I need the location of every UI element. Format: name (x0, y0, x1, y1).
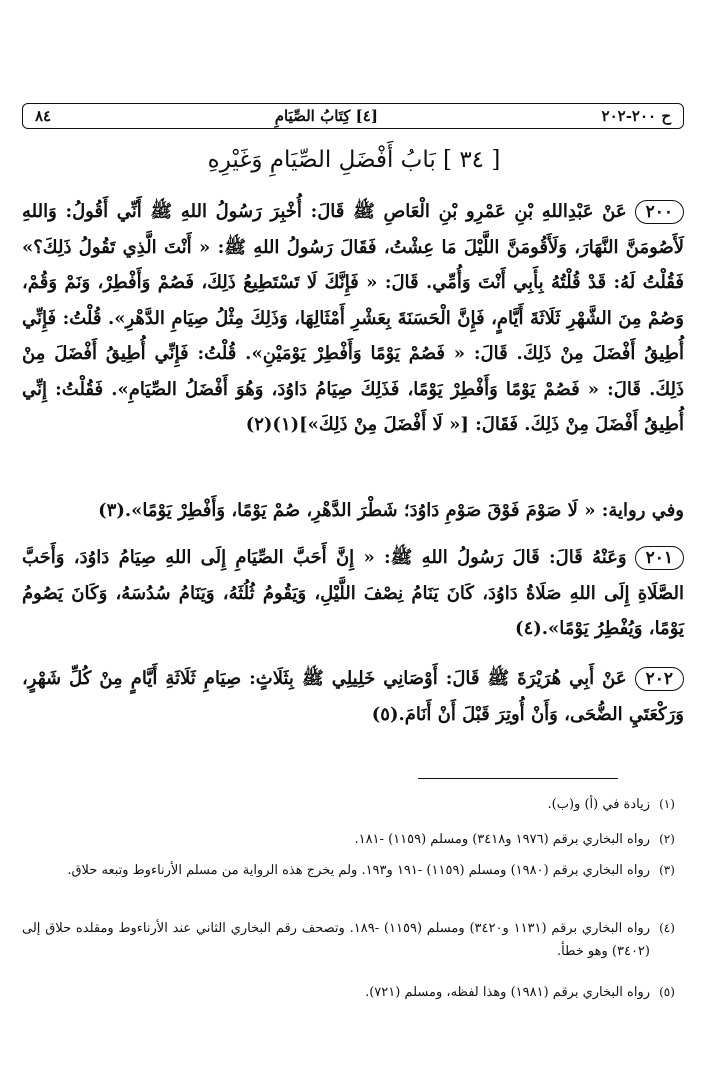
footnote-number: (٢) (659, 832, 675, 846)
footnote (22, 917, 684, 963)
footnote-text: رواه البخاري برقم (١٩٨١) وهذا لفظه، ومسلم (٧٢١). (365, 985, 650, 1000)
footnote-number: (٣) (659, 863, 675, 877)
hadith-text: وَعَنْهُ قَالَ: قَالَ رَسُولُ اللهِ ﷺ: « إِنَّ أَحَبَّ الصِّيَامِ إِلَى اللهِ صِيَامُ دَاوُدَ، وَأَحَبَّ الصَّلَاةِ إِلَى اللهِ صَلَاةُ دَاوُدَ، كَانَ يَنَامُ نِصْفَ اللَّيْلِ، وَيَقُومُ ثُلُثَهُ، وَيَنَامُ سُدُسَهُ، وَكَانَ يَصُومُ يَوْمًا، وَيُفْطِرُ يَوْمًا».(٤) (22, 547, 684, 639)
page-number: ٨٤ (35, 107, 52, 125)
footnote (22, 981, 684, 1004)
footnote (22, 828, 684, 851)
footnote-number: (٤) (659, 921, 675, 935)
hadith-text: عَنْ أَبِي هُرَيْرَةَ ﷺ قَالَ: أَوْصَانِي خَلِيلِي ﷺ بِثَلَاثٍ: صِيَامِ ثَلَاثَةِ أَيَّامٍ مِنْ كُلِّ شَهْرٍ، وَرَكْعَتَيِ الضُّحَى، وَأَنْ أُوتِرَ قَبْلَ أَنْ أَنَامَ.(٥) (22, 668, 684, 725)
hadith-text: عَنْ عَبْدِاللهِ بْنِ عَمْرِو بْنِ الْعَاصِ ﷺ قَالَ: أُخْبِرَ رَسُولُ اللهِ ﷺ أَنِّي أَقُولُ: وَاللهِ لَأَصُومَنَّ النَّهَارَ، وَلَأَقُومَنَّ اللَّيْلَ مَا عِشْتُ، فَقَالَ رَسُولُ اللهِ ﷺ: « أَنْتَ الَّذِي تَقُولُ ذَلِكَ؟» فَقُلْتُ لَهُ: قَدْ قُلْتُهُ بِأَبِي أَنْتَ وَأُمِّي. قَالَ: « فَإِنَّكَ لَا تَسْتَطِيعُ ذَلِكَ، فَصُمْ وَأَفْطِرْ، وَنَمْ وَقُمْ، وَصُمْ مِنَ الشَّهْرِ ثَلَاثَةَ أَيَّامٍ، فَإِنَّ الْحَسَنَةَ بِعَشْرِ أَمْثَالِهَا، وَذَلِكَ مِثْلُ صِيَامِ الدَّهْرِ». قُلْتُ: فَإِنِّي أُطِيقُ أَفْضَلَ مِنْ ذَلِكَ. قَالَ: « فَصُمْ يَوْمًا وَأَفْطِرْ يَوْمَيْنِ». قُلْتُ: فَإِنِّي أُطِيقُ أَفْضَلَ مِنْ ذَلِكَ. قَالَ: « فَصُمْ يَوْمًا وَأَفْطِرْ يَوْمًا، فَذَلِكَ صِيَامُ دَاوُدَ، وَهُوَ أَفْضَلُ الصِّيَامِ». فَقُلْتُ: إِنِّي أُطِيقُ أَفْضَلَ مِنْ ذَلِكَ. فَقَالَ: [« لَا أَفْضَلَ مِنْ ذَلِكَ»](١)(٢) (22, 201, 684, 435)
footnote-divider (418, 778, 618, 779)
chapter-name: [٤] كِتَابُ الصِّيَامِ (274, 107, 378, 125)
footnote (22, 859, 684, 882)
page-header (22, 103, 684, 129)
footnote-text: رواه البخاري برقم (١٩٧٦ و٣٤١٨) ومسلم (١١٥٩) -١٨١. (354, 832, 650, 847)
hadith-text: وفي رواية: « لَا صَوْمَ فَوْقَ صَوْمِ دَاوُدَ؛ شَطْرَ الدَّهْرِ، صُمْ يَوْمًا، وَأَفْطِرْ يَوْمًا».(٣) (98, 500, 684, 521)
hadith-range: ح ٢٠٠-٢٠٢ (601, 107, 671, 125)
footnote-text: زيادة في (أ) و(ب). (547, 797, 650, 812)
footnote-number: (١) (659, 797, 675, 811)
hadith-202 (22, 661, 684, 732)
hadith-number: ٢٠٠ (635, 200, 684, 224)
chapter-title: [ ٣٤ ] بَابُ أَفْضَلِ الصِّيَامِ وَغَيْرِهِ (207, 147, 501, 173)
hadith-200 (22, 194, 684, 443)
footnote-number: (٥) (659, 985, 675, 999)
footnote (22, 793, 684, 816)
hadith-200-variant (22, 493, 684, 529)
hadith-201 (22, 540, 684, 647)
hadith-number: ٢٠٢ (635, 667, 684, 691)
footnote-text: رواه البخاري برقم (١١٣١ و٣٤٢٠) ومسلم (١١٥٩) -١٨٩. وتصحف رقم البخاري الثاني عند الأرناءوط ومقلده حلاق إلى (٣٤٠٢) وهو خطأ. (22, 921, 651, 959)
footnote-text: رواه البخاري برقم (١٩٨٠) ومسلم (١١٥٩) -١٩١ و١٩٣. ولم يخرج هذه الرواية من مسلم الأرناءوط وتبعه حلاق. (67, 863, 650, 878)
hadith-number: ٢٠١ (635, 546, 684, 570)
